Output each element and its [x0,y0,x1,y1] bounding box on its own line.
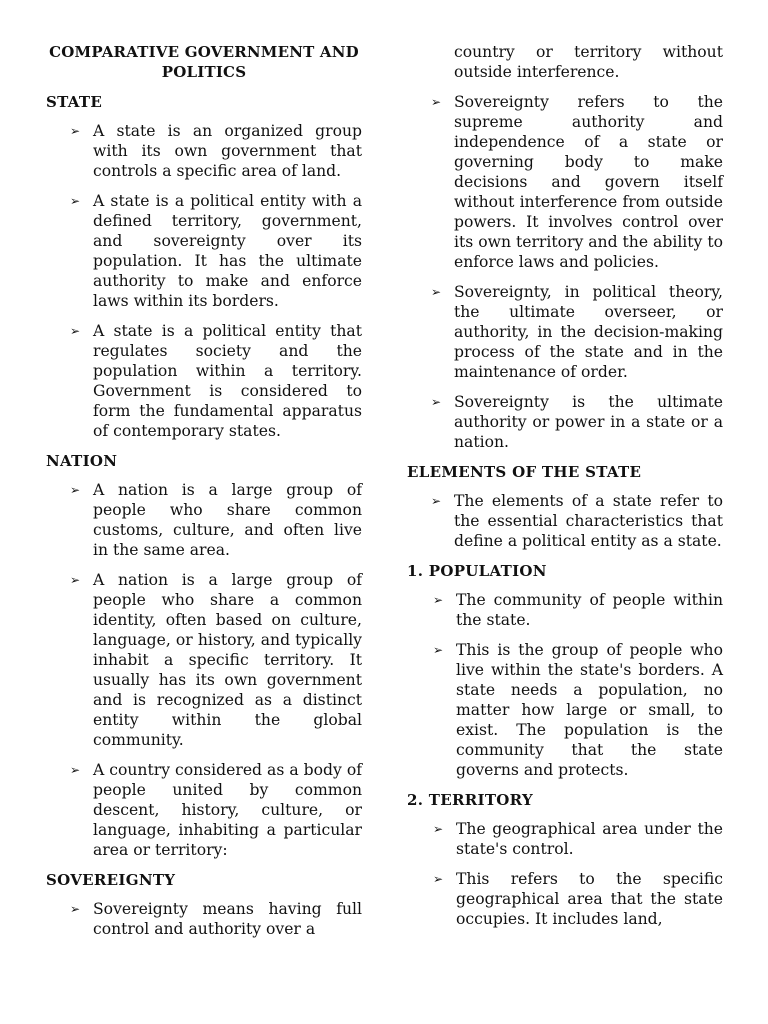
section-heading-state: STATE [46,93,103,111]
arrow-bullet-icon: ➢ [431,494,442,508]
list-item: ➢ A nation is a large group of people who share a common identity, often based on culture, language, or history, and typically inhabit a specific territory. It usually has its own government and is recognized as a distinct entity within the global community. [70,571,362,749]
arrow-bullet-icon: ➢ [433,643,444,657]
left-column [46,42,362,949]
list-item: ➢ The geographical area under the state's control. [433,820,723,858]
arrow-bullet-icon: ➢ [70,483,81,497]
population-list [407,590,723,780]
list-item: ➢ Sovereignty refers to the supreme authority and independence of a state or governing body to make decisions and govern itself without interference from outside powers. It involves control over its own territory and the ability to enforce laws and policies. [431,93,723,271]
nation-list [46,480,362,860]
section-heading-territory: 2. TERRITORY [407,791,533,809]
sovereignty-list-start [46,899,362,939]
arrow-bullet-icon: ➢ [70,324,81,338]
arrow-bullet-icon: ➢ [433,872,444,886]
list-item: ➢ Sovereignty means having full control and authority over a [70,900,362,938]
list-item: ➢ This is the group of people who live within the state's borders. A state needs a population, no matter how large or small, to exist. The population is the community that the state governs and protects. [433,641,723,779]
list-item: ➢ A country considered as a body of people united by common descent, history, culture, or language, inhabiting a particular area or territory: [70,761,362,859]
arrow-bullet-icon: ➢ [431,95,442,109]
state-list [46,121,362,441]
list-item: ➢ A state is a political entity with a defined territory, government, and sovereignty over its population. It has the ultimate authority to make and enforce laws within its borders. [70,192,362,310]
arrow-bullet-icon: ➢ [431,285,442,299]
list-item: ➢ The elements of a state refer to the essential characteristics that define a political entity as a state. [431,492,723,550]
territory-list [407,819,723,929]
list-item: ➢ This refers to the specific geographical area that the state occupies. It includes land, [433,870,723,928]
list-item: ➢ Sovereignty is the ultimate authority or power in a state or a nation. [431,393,723,451]
arrow-bullet-icon: ➢ [431,395,442,409]
elements-list [407,491,723,551]
document-title: COMPARATIVE GOVERNMENT AND POLITICS [49,43,359,81]
list-item: ➢ The community of people within the state. [433,591,723,629]
arrow-bullet-icon: ➢ [433,593,444,607]
list-item: ➢ A state is an organized group with its own government that controls a specific area of land. [70,122,362,180]
arrow-bullet-icon: ➢ [70,194,81,208]
arrow-bullet-icon: ➢ [70,902,81,916]
section-heading-population: 1. POPULATION [407,562,547,580]
right-column [407,42,723,939]
sovereignty-list [407,92,723,452]
arrow-bullet-icon: ➢ [70,124,81,138]
arrow-bullet-icon: ➢ [433,822,444,836]
section-heading-sovereignty: SOVEREIGNTY [46,871,176,889]
list-item: ➢ A state is a political entity that regulates society and the population within a territory. Government is considered to form the fundamental apparatus of contemporary states. [70,322,362,440]
list-item: ➢ A nation is a large group of people who share common customs, culture, and often live in the same area. [70,481,362,559]
arrow-bullet-icon: ➢ [70,763,81,777]
list-item-continuation: country or territory without outside interference. [454,43,723,81]
arrow-bullet-icon: ➢ [70,573,81,587]
section-heading-elements: ELEMENTS OF THE STATE [407,463,642,481]
list-item: ➢ Sovereignty, in political theory, the ultimate overseer, or authority, in the decision-making process of the state and in the maintenance of order. [431,283,723,381]
section-heading-nation: NATION [46,452,118,470]
